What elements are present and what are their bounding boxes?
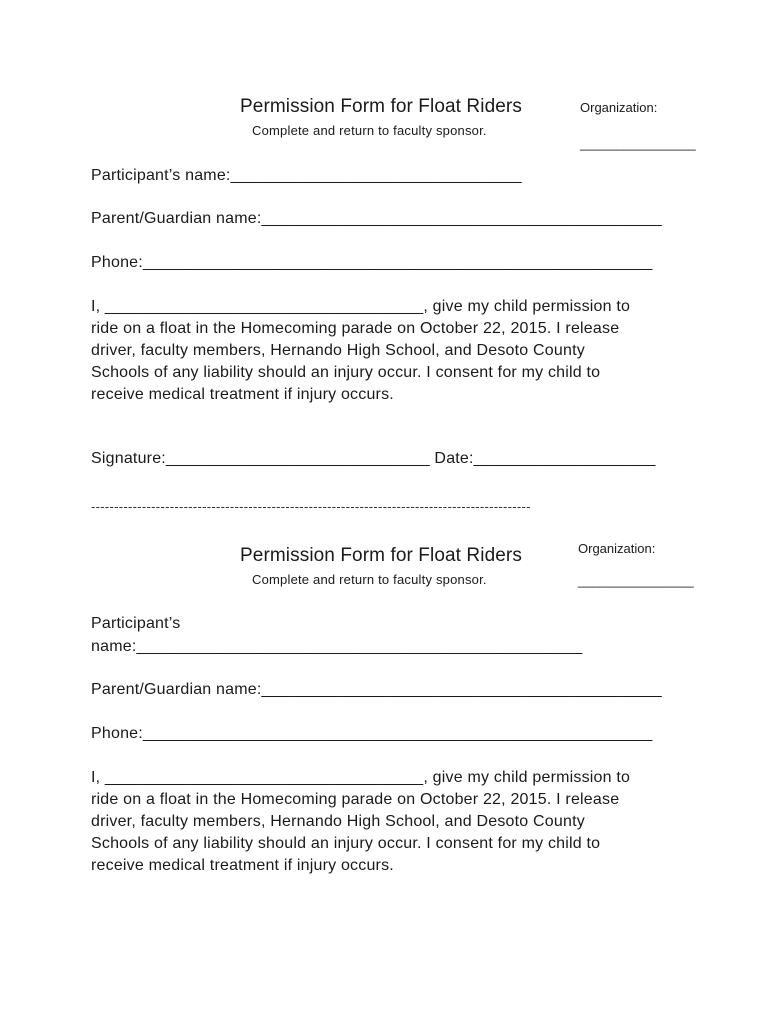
form2-organization-label: Organization: (578, 541, 656, 556)
form1-consent-line: ride on a float in the Homecoming parade on October 22, 2015. I release (91, 320, 620, 337)
form1-subtitle: Complete and return to faculty sponsor. (252, 123, 487, 138)
form1-organization-field[interactable]: ________________ (580, 136, 696, 151)
form2-consent-line: driver, faculty members, Hernando High School, and Desoto County (91, 813, 585, 830)
form1-organization-label: Organization: (580, 100, 658, 115)
form2-subtitle: Complete and return to faculty sponsor. (252, 572, 487, 587)
form2-consent-line[interactable]: I, ___________________________________, give my child permission to (91, 769, 631, 786)
form2-title: Permission Form for Float Riders (240, 545, 522, 566)
form1-signature-date-field[interactable]: Signature:_____________________________ Date:____________________ (91, 450, 656, 467)
form2-consent-line: ride on a float in the Homecoming parade on October 22, 2015. I release (91, 791, 620, 808)
form2-consent-line: receive medical treatment if injury occurs. (91, 857, 394, 874)
form1-phone-field[interactable]: Phone:________________________________________________________ (91, 254, 653, 271)
form1-title: Permission Form for Float Riders (240, 96, 522, 117)
form1-consent-line: driver, faculty members, Hernando High School, and Desoto County (91, 342, 585, 359)
form2-organization-field[interactable]: ________________ (578, 573, 694, 588)
form2-participant-label: Participant’s (91, 615, 181, 632)
form2-phone-field[interactable]: Phone:________________________________________________________ (91, 725, 653, 742)
cut-line-separator: ----------------------------------------------------------------------------------------------- (91, 499, 531, 514)
form1-consent-line[interactable]: I, ___________________________________, give my child permission to (91, 298, 631, 315)
form2-consent-paragraph (91, 767, 691, 877)
form2-participant-name-field[interactable]: name:_________________________________________________ (91, 638, 583, 655)
form1-consent-line: Schools of any liability should an injury occur. I consent for my child to (91, 364, 601, 381)
form1-participant-name-field[interactable]: Participant’s name:________________________________ (91, 167, 522, 184)
form1-consent-line: receive medical treatment if injury occurs. (91, 386, 394, 403)
form1-guardian-name-field[interactable]: Parent/Guardian name:____________________________________________ (91, 210, 662, 227)
form1-consent-paragraph (91, 296, 691, 406)
form2-guardian-name-field[interactable]: Parent/Guardian name:____________________________________________ (91, 681, 662, 698)
form2-consent-line: Schools of any liability should an injury occur. I consent for my child to (91, 835, 601, 852)
